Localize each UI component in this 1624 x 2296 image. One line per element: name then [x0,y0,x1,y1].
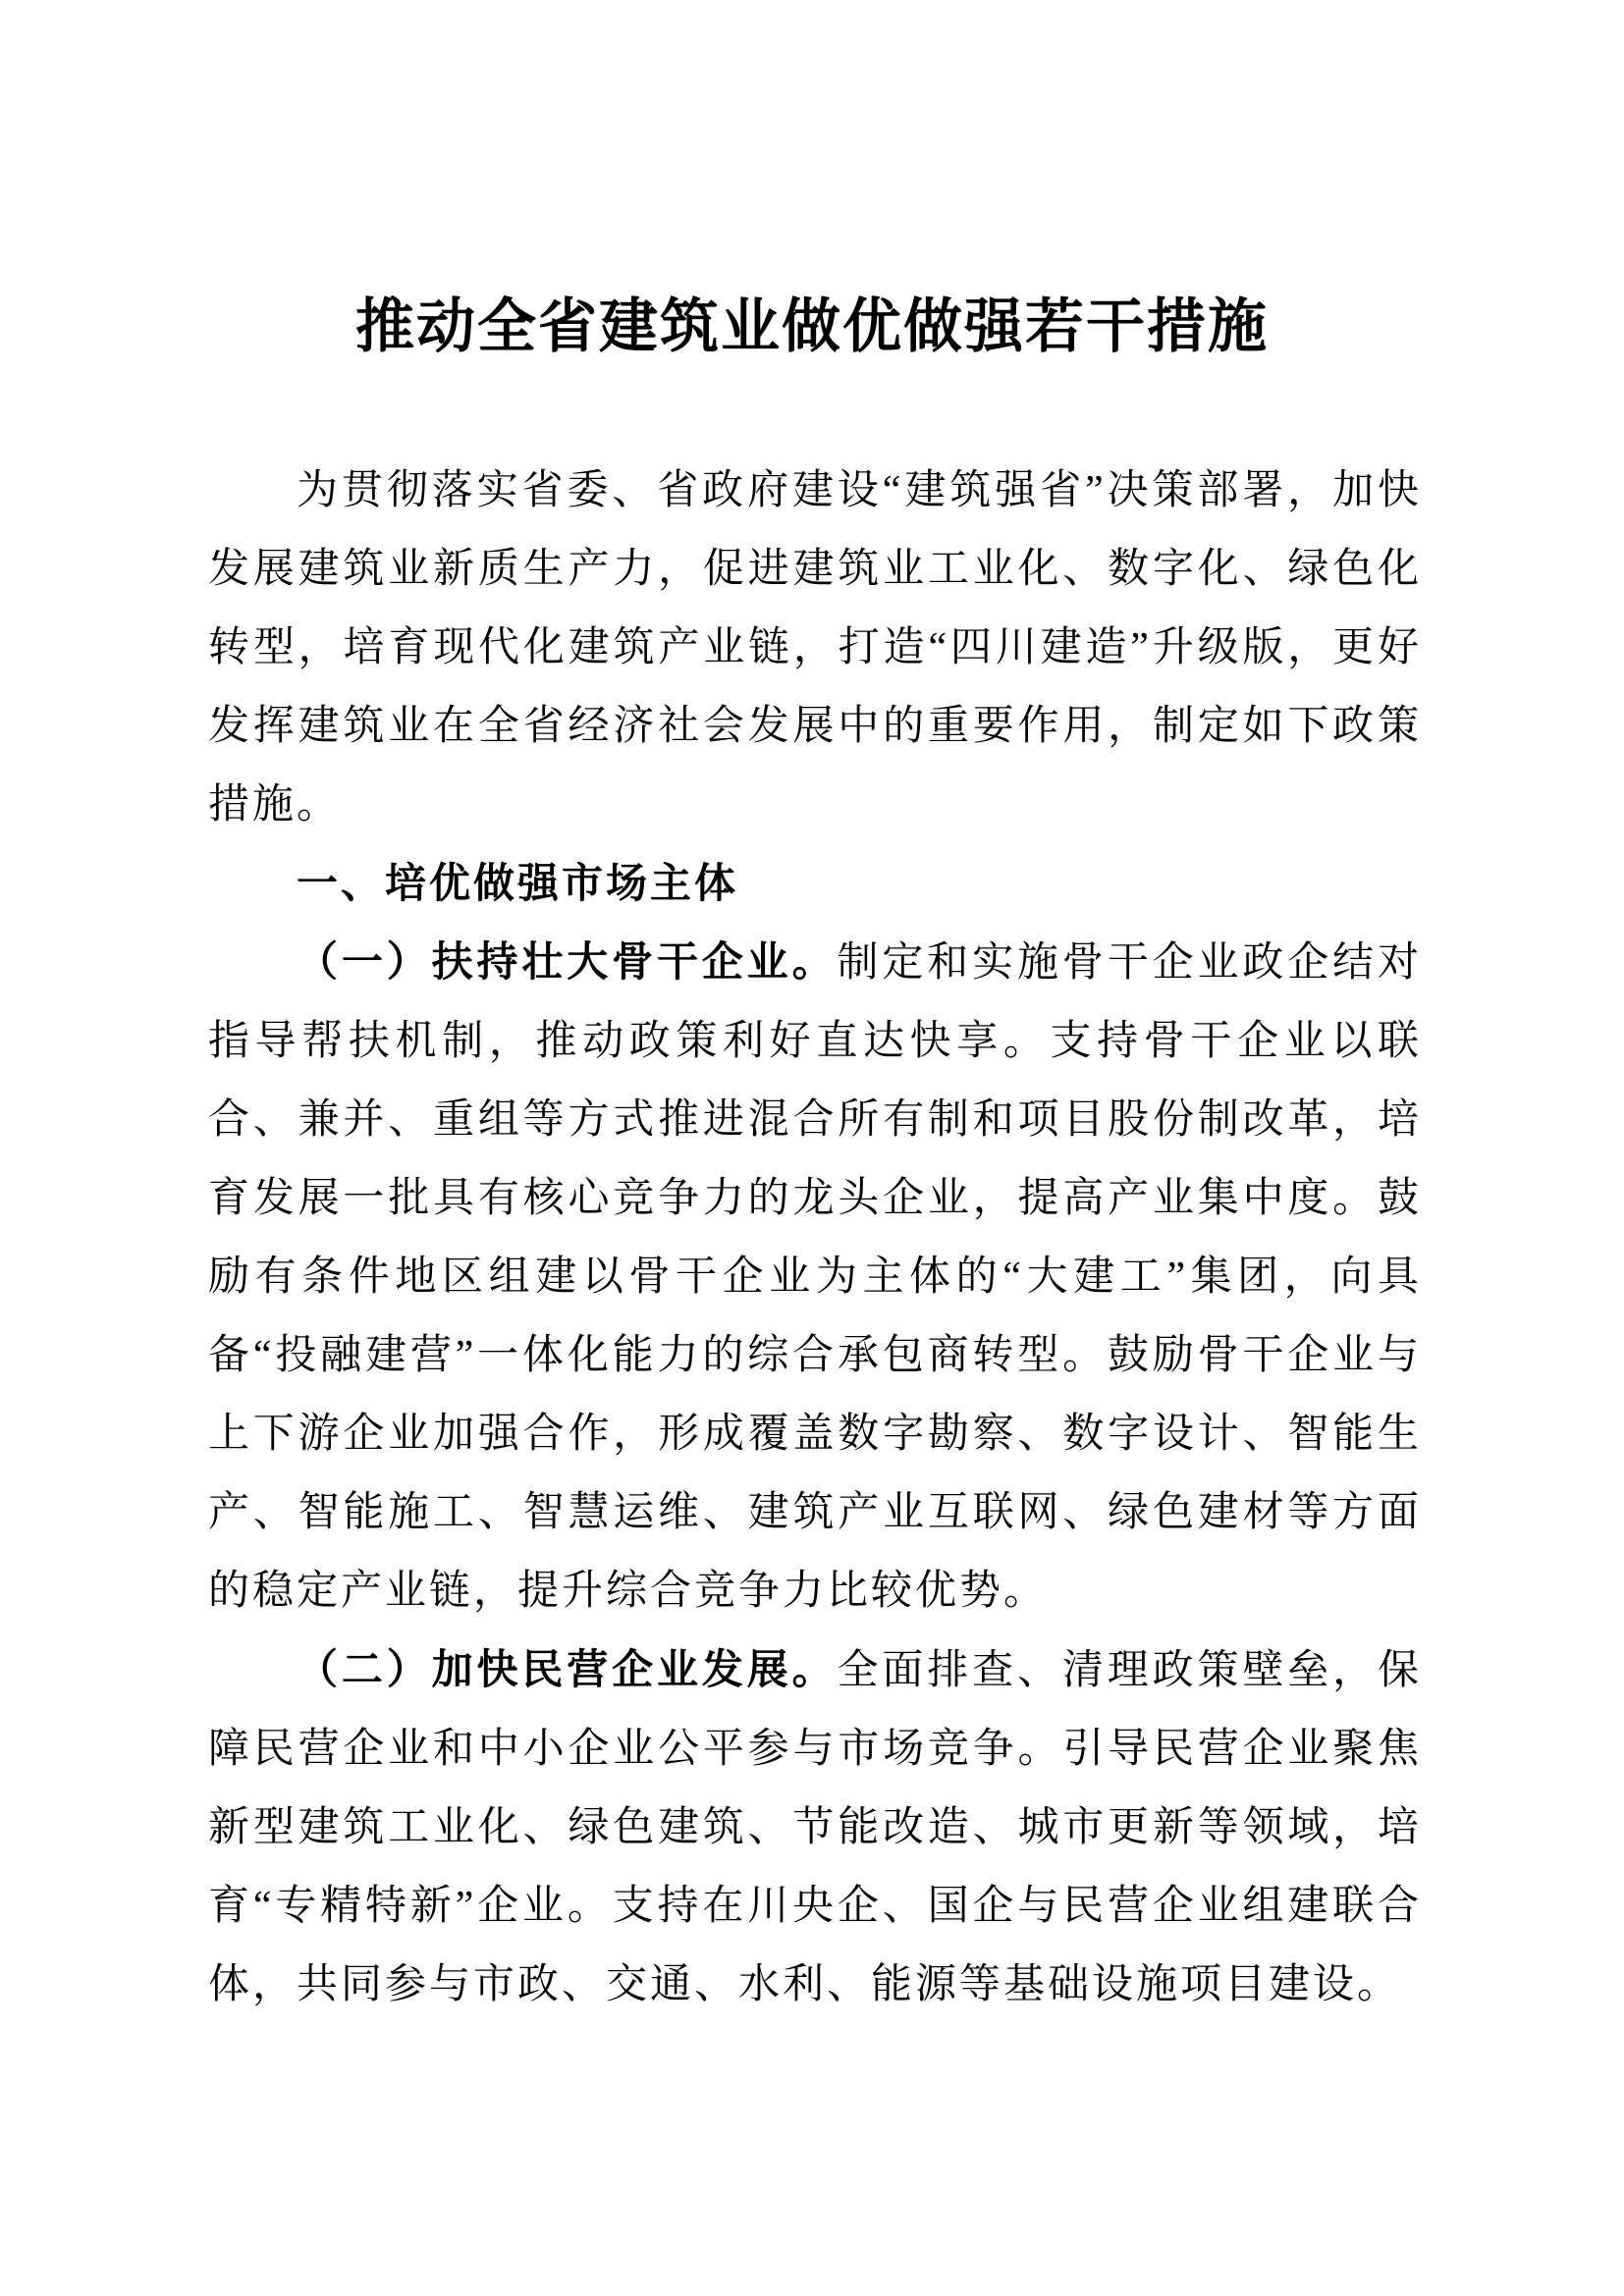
item-1-paragraph [208,923,1422,1630]
section-1-heading: 一、培优做强市场主体 [297,860,739,906]
item-2-paragraph [208,1630,1422,2024]
item-2-lead: （二）加快民营企业发展。 [297,1646,838,1692]
document-body [208,452,1422,2024]
document-title: 推动全省建筑业做优做强若干措施 [355,294,1269,359]
item-1-lead: （一）扶持壮大骨干企业。 [297,938,838,985]
intro-paragraph: 为贯彻落实省委、省政府建设“建筑强省”决策部署，加快发展建筑业新质生产力，促进建筑业工业化、数字化、绿色化转型，培育现代化建筑产业链，打造“四川建造”升级版，更好发挥建筑业在全省经济社会发展中的重要作用，制定如下政策措施。 [208,468,1422,828]
item-1-text: 制定和实施骨干企业政企结对指导帮扶机制，推动政策利好直达快享。支持骨干企业以联合、兼并、重组等方式推进混合所有制和项目股份制改革，培育发展一批具有核心竞争力的龙头企业，提高产业集中度。鼓励有条件地区组建以骨干企业为主体的“大建工”集团，向具备“投融建营”一体化能力的综合承包商转型。鼓励骨干企业与上下游企业加强合作，形成覆盖数字勘察、数字设计、智能生产、智能施工、智慧运维、建筑产业互联网、绿色建材等方面的稳定产业链，提升综合竞争力比较优势。 [208,940,1422,1614]
item-2-text: 全面排查、清理政策壁垒，保障民营企业和中小企业公平参与市场竞争。引导民营企业聚焦新型建筑工业化、绿色建筑、节能改造、城市更新等领域，培育“专精特新”企业。支持在川央企、国企与民营企业组建联合体，共同参与市政、交通、水利、能源等基础设施项目建设。 [208,1648,1422,2007]
